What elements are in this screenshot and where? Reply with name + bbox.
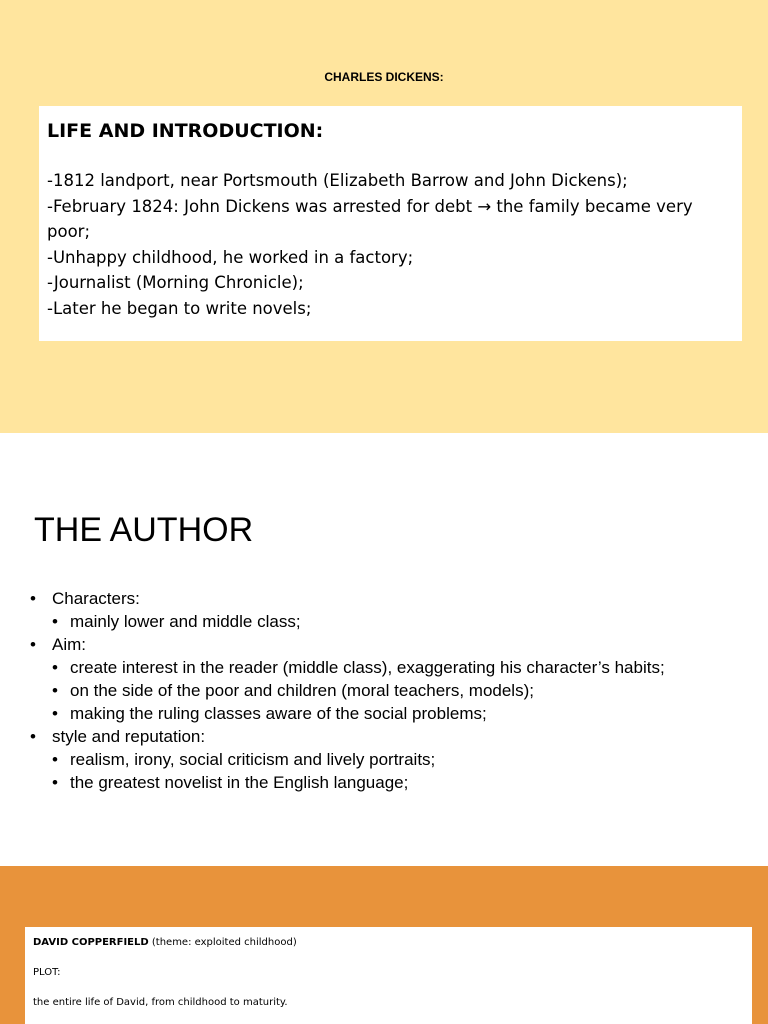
slide-title: THE AUTHOR: [34, 511, 254, 549]
sub-bullet-aim-ruling: • making the ruling classes aware of the social problems;: [30, 702, 730, 725]
life-introduction-box: [39, 106, 742, 341]
sub-bullet-style-realism: • realism, irony, social criticism and lively portraits;: [30, 748, 730, 771]
book-theme: (theme: exploited childhood): [148, 937, 297, 948]
slide-david-copperfield: [0, 866, 768, 1024]
bullet-aim: • Aim:: [30, 633, 730, 656]
life-line-birth: -1812 landport, near Portsmouth (Elizabeth Barrow and John Dickens);: [47, 171, 628, 190]
bullet-characters: • Characters:: [30, 587, 730, 610]
section-heading: LIFE AND INTRODUCTION:: [47, 120, 324, 142]
author-bullet-list: [30, 587, 730, 794]
sub-bullet-characters: • mainly lower and middle class;: [30, 610, 730, 633]
sub-bullet-aim-interest: • create interest in the reader (middle class), exaggerating his character’s habits;: [30, 656, 730, 679]
plot-label: PLOT:: [33, 967, 61, 978]
book-title-line: [33, 937, 744, 949]
life-line-childhood: -Unhappy childhood, he worked in a factory;: [47, 247, 414, 267]
slide-title-small: CHARLES DICKENS:: [324, 70, 444, 84]
life-line-journalist: -Journalist (Morning Chronicle);: [47, 273, 304, 292]
slide-the-author: [0, 433, 768, 866]
bullet-style: • style and reputation:: [30, 725, 730, 748]
slide-life-introduction: [0, 0, 768, 433]
life-line-novels: -Later he began to write novels;: [47, 298, 312, 318]
sub-bullet-style-greatest: • the greatest novelist in the English language;: [30, 771, 730, 794]
life-line-debt: -February 1824: John Dickens was arrested for debt → the family became very poor;: [47, 196, 693, 241]
sub-bullet-aim-poor: • on the side of the poor and children (moral teachers, models);: [30, 679, 730, 702]
david-copperfield-box: [25, 927, 752, 1024]
book-title: DAVID COPPERFIELD: [33, 937, 149, 948]
plot-text: the entire life of David, from childhood to maturity.: [33, 997, 288, 1008]
